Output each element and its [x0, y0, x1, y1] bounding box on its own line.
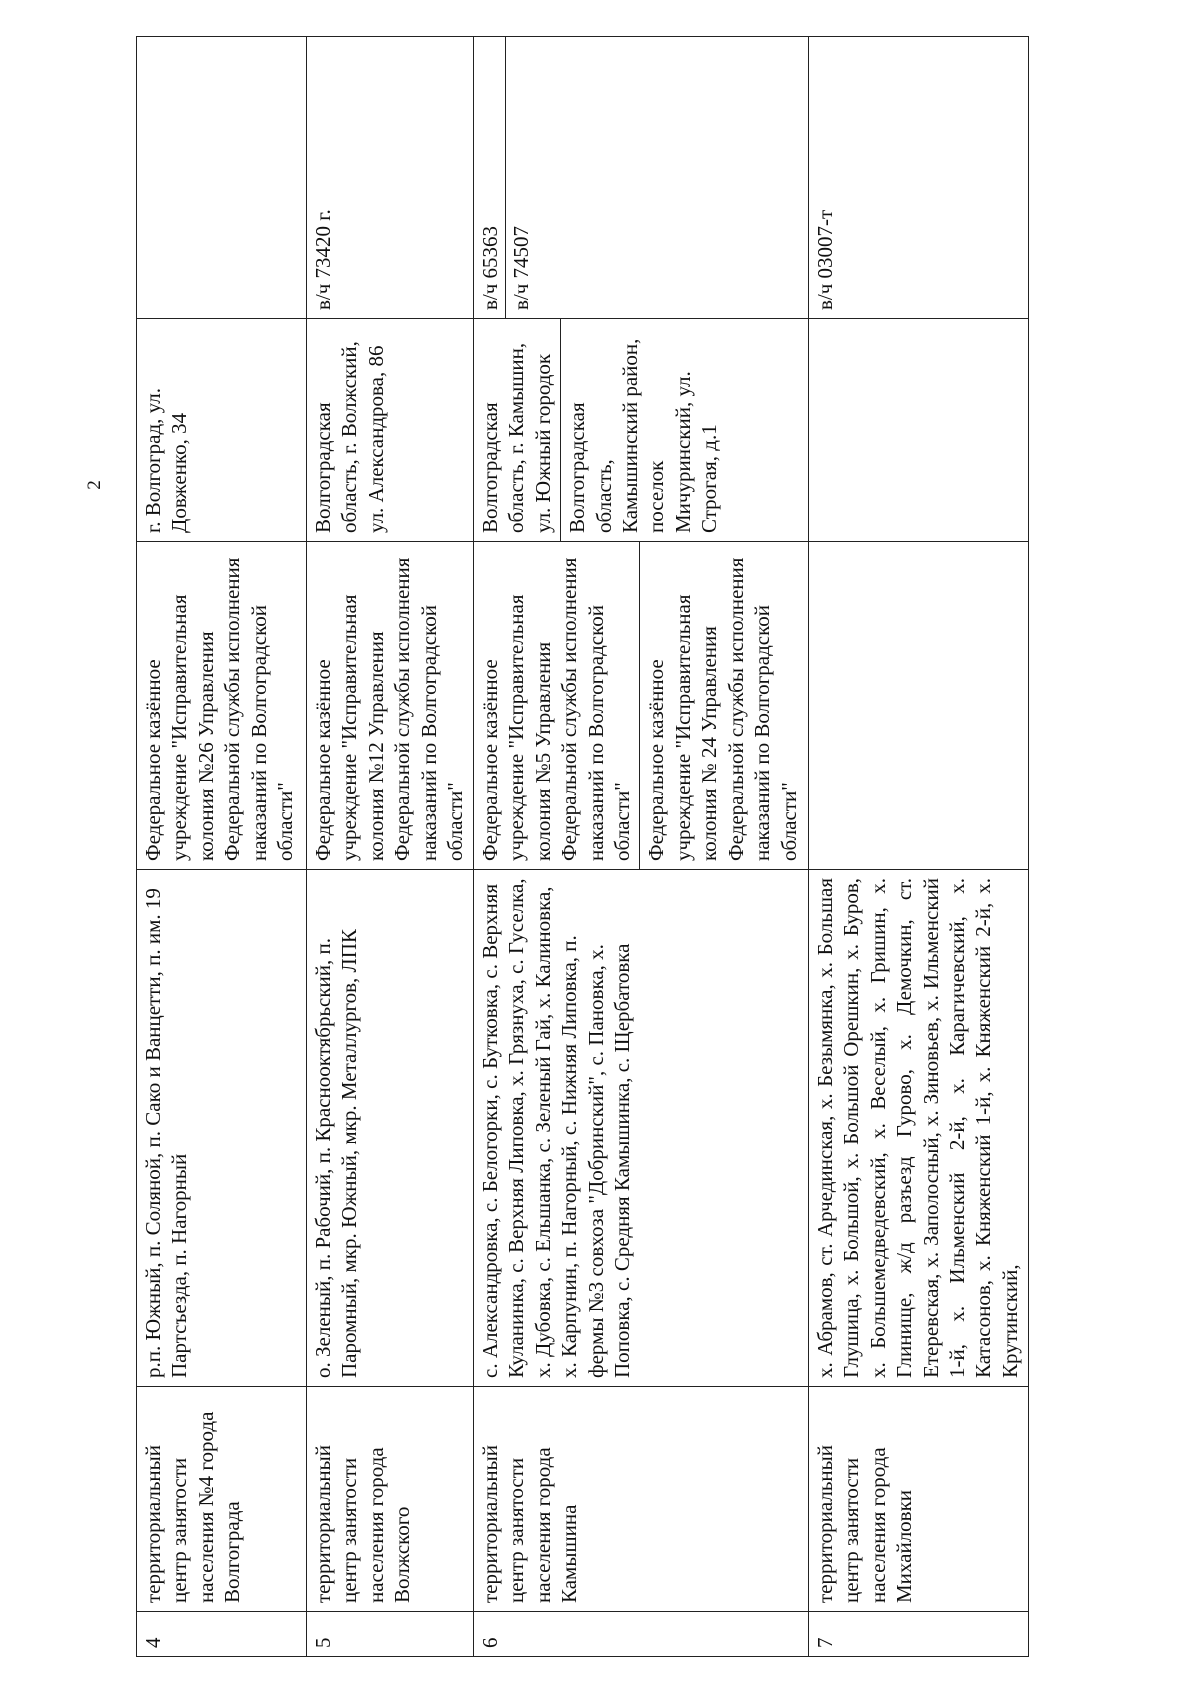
employment-centers-table: [136, 36, 1029, 1657]
military-unit: в/ч 73420 г.: [307, 37, 474, 319]
row-number: 5: [307, 1612, 474, 1657]
localities-list: с. Александровка, с. Белогорки, с. Бутковка, с. Верхняя Куланинка, с. Верхняя Липовка, х. Грязнуха, с. Гуселка, х. Дубовка, с. Ельшанка, с. Зеленый Гай, х. Калиновка, х. Карпунин, п. Нагорный, с. Нижняя Липовка, п. фермы №3 совхоза "Добринский", с. Пановка, х. Поповка, с. Средняя Камышинка, с. Щербатовка: [473, 870, 808, 1387]
employment-center-name: территориальный центр занятости населения города Камышина: [473, 1387, 808, 1612]
row-number: 4: [137, 1612, 307, 1657]
institution-name: Федеральное казённое учреждение "Исправительная колония №26 Управления Федеральной службы исполнения наказаний по Волгоградской области": [137, 542, 307, 870]
institution-address: Волгоградская область, г. Волжский, ул. Александрова, 86: [307, 319, 474, 542]
table-row: [307, 37, 474, 1657]
institution-address: г. Волгоград, ул. Довженко, 34: [137, 319, 307, 542]
page-number: 2: [84, 480, 105, 490]
military-unit: в/ч 65363: [477, 225, 502, 310]
table-row: [473, 37, 808, 1657]
rotated-page-content: [136, 37, 1119, 1657]
row-number: 7: [808, 1612, 1028, 1657]
institution-name: [808, 542, 1028, 870]
institution-address-second: Волгоградская область, Камышинский район, поселок Мичуринский, ул. Строгая, д.1: [560, 319, 723, 541]
table-row: [808, 37, 1028, 1657]
institution-address: Волгоградская область, г. Камышин, ул. Южный городок: [477, 342, 555, 533]
employment-center-name: территориальный центр занятости населения города Михайловки: [808, 1387, 1028, 1612]
military-unit: [137, 37, 307, 319]
military-unit: в/ч 03007-т: [808, 37, 1028, 319]
localities-list: р.п. Южный, п. Соляной, п. Сако и Ванцетти, п. им. 19 Партсъезда, п. Нагорный: [137, 870, 307, 1387]
localities-list: х. Абрамов, ст. Арчединская, х. Безымянка, х. Большая Глушица, х. Большой, х. Большой Орешкин, х. Буров, х. Большемедведевский, х. Веселый, х. Гришин, х. Глинище, ж/д разъезд Гурово, х. Демочкин, ст. Етеревская, х. Заполосный, х. Зиновьев, х. Ильменский 1-й, х. Ильменский 2-й, х. Карагичевский, х. Катасонов, х. Княженский 1-й, х. Княженский 2-й, х. Крутинский,: [808, 870, 1028, 1387]
institution-address: [808, 319, 1028, 542]
localities-list: о. Зеленый, п. Рабочий, п. Краснооктябрьский, п. Паромный, мкр. Южный, мкр. Металлургов, ЛПК: [307, 870, 474, 1387]
employment-center-name: территориальный центр занятости населения города Волжского: [307, 1387, 474, 1612]
institution-name: Федеральное казённое учреждение "Исправительная колония №5 Управления Федеральной службы исполнения наказаний по Волгоградской области": [477, 557, 634, 861]
institution-name: Федеральное казённое учреждение "Исправительная колония №12 Управления Федеральной службы исполнения наказаний по Волгоградской области": [307, 542, 474, 870]
row-number: 6: [473, 1612, 808, 1657]
table-row: [137, 37, 307, 1657]
employment-center-name: территориальный центр занятости населения №4 города Волгограда: [137, 1387, 307, 1612]
military-unit-second: в/ч 74507: [505, 37, 537, 318]
institutions-cell: [473, 542, 808, 870]
addresses-cell: [473, 319, 808, 542]
military-units-cell: [473, 37, 808, 319]
institution-name-second: Федеральное казённое учреждение "Исправительная колония № 24 Управления Федеральной службы исполнения наказаний по Волгоградской области": [639, 542, 802, 869]
